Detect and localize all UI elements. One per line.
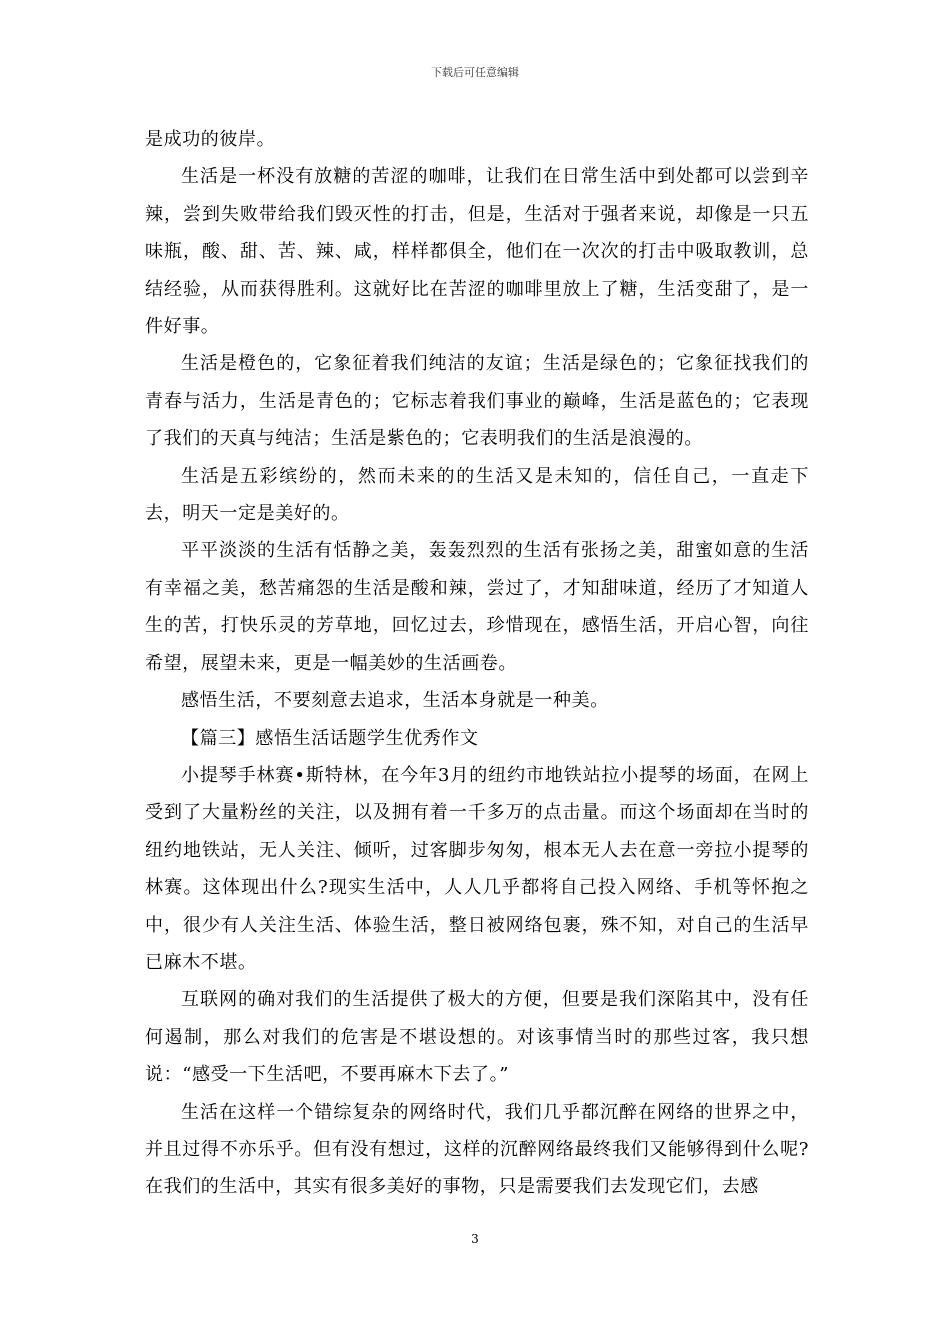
paragraph: 是成功的彼岸。 — [145, 129, 276, 150]
page-header: 下载后可任意编辑 — [431, 66, 519, 79]
paragraph: 互联网的确对我们的生活提供了极大的方便，但要是我们深陷其中，没有任何遏制，那么对我们的危害是不堪设想的。对该事情当时的那些过客，我只想说：“感受一下生活吧，不要再麻木下去了。” — [145, 989, 809, 1086]
paragraph: 生活是橙色的，它象征着我们纯洁的友谊；生活是绿色的；它象征找我们的青春与活力，生活是青色的；它标志着我们事业的巅峰，生活是蓝色的；它表现了我们的天真与纯洁；生活是紫色的；它表明我们的生活是浪漫的。 — [145, 353, 809, 450]
page-number: 3 — [471, 1232, 479, 1246]
section-heading: 【篇三】感悟生活话题学生优秀作文 — [181, 727, 479, 749]
paragraph: 小提琴手林赛•斯特林，在今年3月的纽约市地铁站拉小提琴的场面，在网上受到了大量粉丝的关注，以及拥有着一千多万的点击量。而这个场面却在当时的纽约地铁站，无人关注、倾听，过客脚步匆匆，根本无人去在意一旁拉小提琴的林赛。这体现出什么?现实生活中，人人几乎都将自己投入网络、手机等怀抱之中，很少有人关注生活、体验生活，整日被网络包裹，殊不知，对自己的生活早已麻木不堪。 — [145, 764, 809, 973]
paragraph: 生活在这样一个错综复杂的网络时代，我们几乎都沉醉在网络的世界之中，并且过得不亦乐乎。但有没有想过，这样的沉醉网络最终我们又能够得到什么呢?在我们的生活中，其实有很多美好的事物，只是需要我们去发现它们，去感 — [145, 1101, 809, 1198]
document-body — [145, 121, 809, 1206]
paragraph: 生活是一杯没有放糖的苦涩的咖啡，让我们在日常生活中到处都可以尝到辛辣，尝到失败带给我们毁灭性的打击，但是，生活对于强者来说，却像是一只五味瓶，酸、甜、苦、辣、咸，样样都俱全，他们在一次次的打击中吸取教训，总结经验，从而获得胜利。这就好比在苦涩的咖啡里放上了糖，生活变甜了，是一件好事。 — [145, 166, 809, 338]
paragraph: 平平淡淡的生活有恬静之美，轰轰烈烈的生活有张扬之美，甜蜜如意的生活有幸福之美，愁苦痛怨的生活是酸和辣，尝过了，才知甜味道，经历了才知道人生的苦，打快乐灵的芳草地，回忆过去，珍惜现在，感悟生活，开启心智，向往希望，展望未来，更是一幅美妙的生活画卷。 — [145, 540, 809, 674]
paragraph: 感悟生活，不要刻意去追求，生活本身就是一种美。 — [181, 690, 609, 712]
paragraph: 生活是五彩缤纷的，然而未来的的生活又是未知的，信任自己，一直走下去，明天一定是美好的。 — [145, 465, 809, 525]
